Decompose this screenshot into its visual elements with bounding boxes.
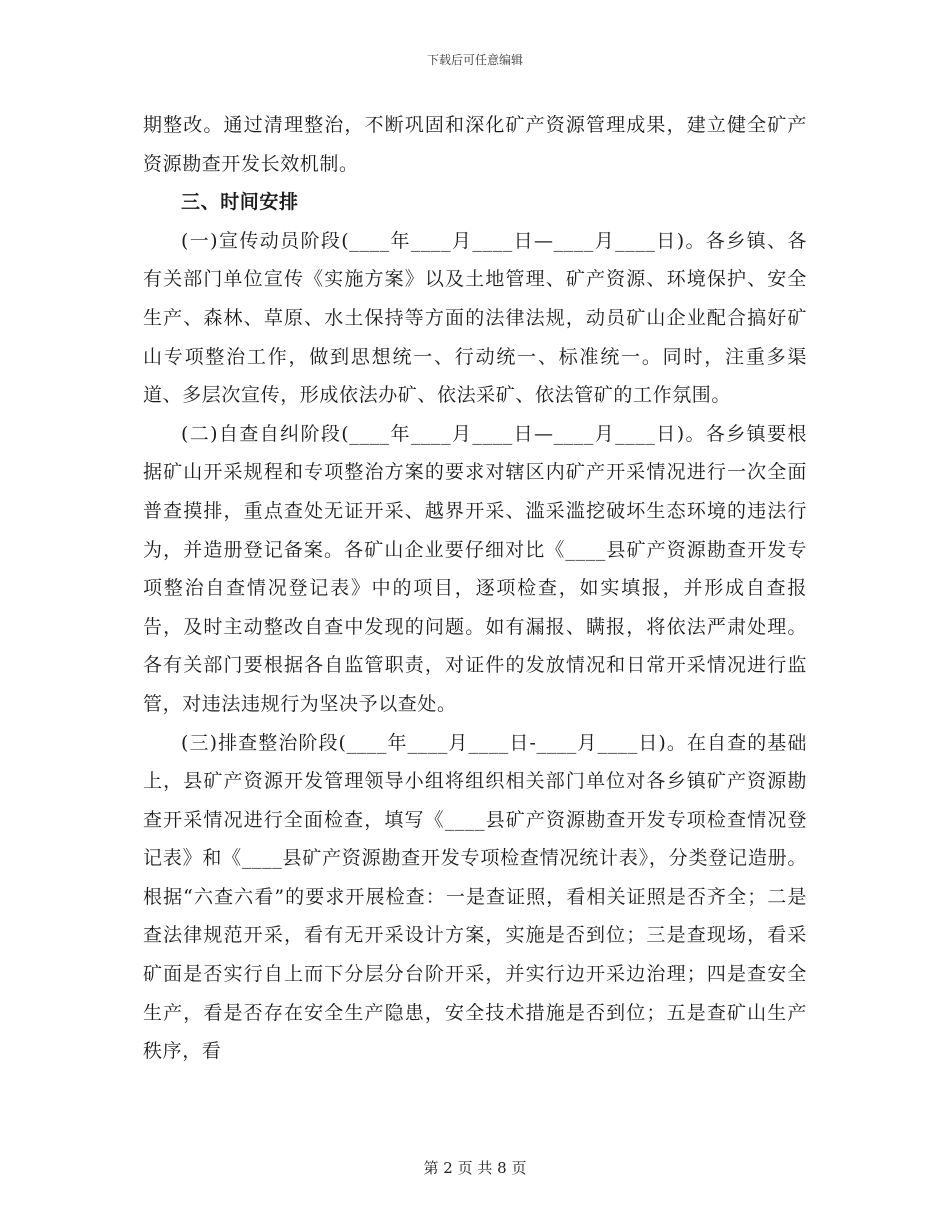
- page-number: 第 2 页 共 8 页: [423, 1159, 527, 1177]
- paragraph-self-inspection-phase: (二)自查自纠阶段(____年____月____日—____月____日)。各乡镇要根据矿山开采规程和专项整治方案的要求对辖区内矿产开采情况进行一次全面普查摸排，重点查处无证开采、越界开采、滥采滥挖破坏生态环境的违法行为，并造册登记备案。各矿山企业要仔细对比《____县矿产资源勘查开发专项整治自查情况登记表》中的项目，逐项检查，如实填报，并形成自查报告，及时主动整改自查中发现的问题。如有漏报、瞒报，将依法严肃处理。各有关部门要根据各自监管职责，对证件的发放情况和日常开采情况进行监管，对违法违规行为坚决予以查处。: [143, 422, 807, 715]
- paragraph-continuation: 期整改。通过清理整治，不断巩固和深化矿产资源管理成果，建立健全矿产资源勘查开发长效机制。: [143, 114, 807, 175]
- document-body: [143, 106, 807, 1071]
- page-header: 下载后可任意编辑: [426, 53, 523, 67]
- paragraph-publicity-phase: (一)宣传动员阶段(____年____月____日—____月____日)。各乡镇、各有关部门单位宣传《实施方案》以及土地管理、矿产资源、环境保护、安全生产、森林、草原、水土保持等方面的法律法规，动员矿山企业配合搞好矿山专项整治工作，做到思想统一、行动统一、标准统一。同时，注重多渠道、多层次宣传，形成依法办矿、依法采矿、依法管矿的工作氛围。: [143, 229, 807, 407]
- paragraph-rectification-phase: (三)排查整治阶段(____年____月____日-____月____日)。在自查的基础上，县矿产资源开发管理领导小组将组织相关部门单位对各乡镇矿产资源勘查开采情况进行全面检查，填写《____县矿产资源勘查开发专项检查情况登记表》和《____县矿产资源勘查开发专项检查情况统计表》，分类登记造册。根据“六查六看”的要求开展检查：一是查证照，看相关证照是否齐全；二是查法律规范开采，看有无开采设计方案，实施是否到位；三是查现场，看采矿面是否实行自上而下分层分台阶开采，并实行边开采边治理；四是查安全生产，看是否存在安全生产隐患，安全技术措施是否到位；五是查矿山生产秩序，看: [143, 731, 807, 1063]
- section-heading-schedule: 三、时间安排: [181, 191, 299, 214]
